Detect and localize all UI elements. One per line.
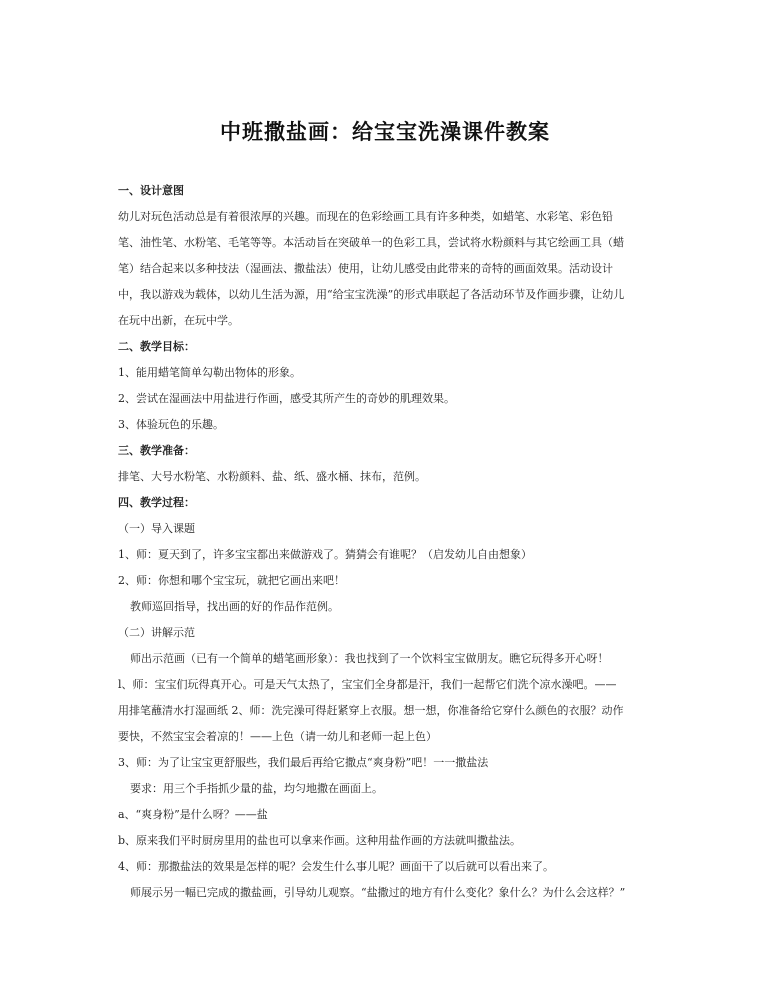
list-item: 3、师：为了让宝宝更舒服些，我们最后再给它撒点“爽身粉”吧！一一撒盐法 [118,756,489,769]
paragraph-line: 幼儿对玩色活动总是有着很浓厚的兴趣。而现在的色彩绘画工具有许多种类，如蜡笔、水彩笔、彩色铅 [118,210,613,223]
paragraph-line: 在玩中出新，在玩中学。 [118,314,239,327]
section-heading-teaching-goals: 二、教学目标： [118,340,195,353]
paragraph-line: 要求：用三个手指抓少量的盐，均匀地撒在画面上。 [130,782,383,795]
paragraph-line: 中，我以游戏为载体，以幼儿生活为源，用“给宝宝洗澡”的形式串联起了各活动环节及作画步骤，让幼儿 [118,288,625,301]
paragraph-line: 用排笔蘸清水打湿画纸 2、师：洗完澡可得赶紧穿上衣服。想一想，你准备给它穿什么颜色的衣服？动作 [118,704,624,717]
section-heading-process: 四、教学过程： [118,496,195,509]
subsection-heading: （一）导入课题 [118,522,195,535]
list-item: 2、尝试在湿画法中用盐进行作画，感受其所产生的奇妙的肌理效果。 [118,392,455,405]
list-item: 2、师：你想和哪个宝宝玩，就把它画出来吧！ [118,574,345,587]
paragraph-line: 要快，不然宝宝会着凉的！——上色（请一幼儿和老师一起上色） [118,730,437,743]
list-item: 3、体验玩色的乐趣。 [118,418,224,431]
document-body [118,178,663,906]
subsection-heading: （二）讲解示范 [118,626,195,639]
paragraph-line: 教师巡回指导，找出画的好的作品作范例。 [130,600,339,613]
paragraph-line: 笔）结合起来以多种技法（湿画法、撒盐法）使用，让幼儿感受由此带来的奇特的画面效果。活动设计 [118,262,613,275]
list-item: 1、能用蜡笔简单勾勒出物体的形象。 [118,366,301,379]
paragraph-line: 师展示另一幅已完成的撒盐画，引导幼儿观察。“盐撒过的地方有什么变化？象什么？为什么会这样？” [130,886,626,899]
list-item: 1、师：夏天到了，许多宝宝都出来做游戏了。猜猜会有谁呢？（启发幼儿自由想象） [118,548,532,561]
paragraph-line: 笔、油性笔、水粉笔、毛笔等等。本活动旨在突破单一的色彩工具，尝试将水粉颜料与其它绘画工具（蜡 [118,236,624,249]
list-item: l、师：宝宝们玩得真开心。可是天气太热了，宝宝们全身都是汗，我们一起帮它们洗个凉水澡吧。—— [118,678,617,691]
section-heading-preparation: 三、教学准备： [118,444,195,457]
paragraph-line: 排笔、大号水粉笔、水粉颜料、盐、纸、盛水桶、抹布，范例。 [118,470,426,483]
list-item: b、原来我们平时厨房里用的盐也可以拿来作画。这种用盐作画的方法就叫撒盐法。 [118,834,522,847]
paragraph-line: 师出示范画（已有一个简单的蜡笔画形象）：我也找到了一个饮料宝宝做朋友。瞧它玩得多开心呀！ [130,652,609,665]
document-title: 中班撒盐画：给宝宝洗澡课件教案 [220,119,550,144]
list-item: a、“爽身粉”是什么呀？——盐 [118,808,268,821]
list-item: 4、师：那撒盐法的效果是怎样的呢？会发生什么事儿呢？画面干了以后就可以看出来了。 [118,860,554,873]
section-heading-design-intent: 一、设计意图 [118,184,184,197]
